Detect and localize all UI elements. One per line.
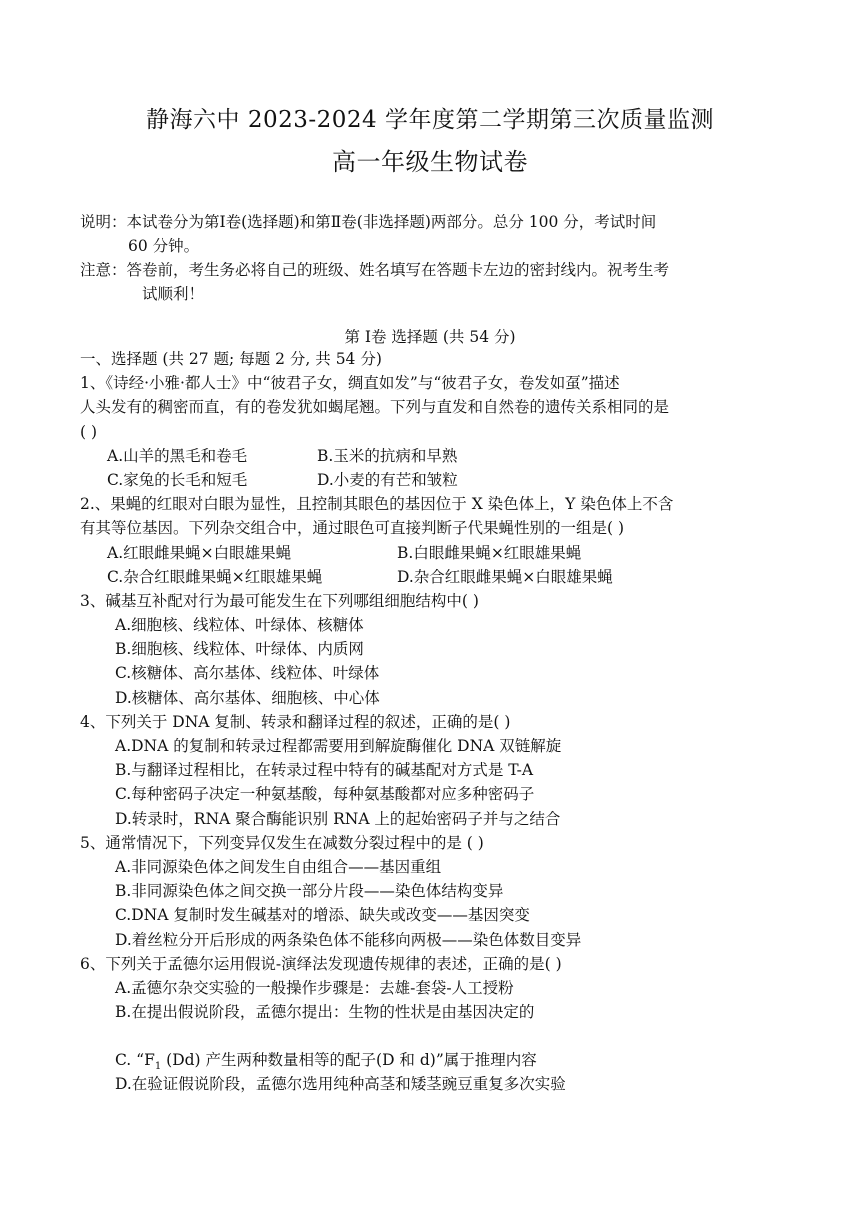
question-stem: 6、下列关于孟德尔运用假说-演绎法发现遗传规律的表述，正确的是( ): [80, 954, 562, 973]
instructions-text-line2: 60 分钟。: [128, 237, 200, 255]
question-1: [80, 371, 780, 492]
questions-body: [80, 347, 780, 1097]
option-row: [80, 444, 780, 468]
option-a: A.孟德尔杂交实验的一般操作步骤是：去雄-套袋-人工授粉: [115, 978, 514, 997]
instructions-note: [80, 210, 780, 258]
option-c-subscript: 1: [154, 1061, 162, 1073]
question-4: [80, 710, 780, 831]
option-row: [80, 541, 780, 565]
notice-label: 注意：: [80, 261, 127, 279]
option-row: [80, 468, 780, 492]
option-d: D.在验证假说阶段，孟德尔选用纯种高茎和矮茎豌豆重复多次实验: [115, 1075, 566, 1094]
part1-heading: 第 Ⅰ卷 选择题 (共 54 分): [344, 328, 516, 346]
option-c: C.杂合红眼雌果蝇×红眼雄果蝇: [107, 567, 323, 586]
option-d: D.小麦的有芒和皱粒: [317, 470, 458, 489]
option-c: C.核糖体、高尔基体、线粒体、叶绿体: [115, 664, 380, 683]
notice-text-line2: 试顺利！: [142, 285, 205, 303]
option-c: C.每种密码子决定一种氨基酸，每种氨基酸都对应多种密码子: [115, 785, 535, 804]
exam-title: 静海六中 2023-2024 学年度第二学期第三次质量监测: [146, 107, 714, 133]
spacer: [80, 1024, 780, 1048]
option-c: [80, 1048, 780, 1072]
question-stem: 4、下列关于 DNA 复制、转录和翻译过程的叙述，正确的是( ): [80, 712, 511, 731]
option-b: B.细胞核、线粒体、叶绿体、内质网: [115, 640, 364, 659]
option-d: D.着丝粒分开后形成的两条染色体不能移向两极——染色体数目变异: [115, 930, 582, 949]
option-c-rest: (Dd) 产生两种数量相等的配子(D 和 d)”属于推理内容: [161, 1051, 537, 1070]
question-6: [80, 952, 780, 1097]
option-c: C.DNA 复制时发生碱基对的增添、缺失或改变——基因突变: [115, 906, 530, 925]
option-b: B.与翻译过程相比，在转录过程中特有的碱基配对方式是 T-A: [115, 761, 534, 780]
question-5: [80, 831, 780, 952]
option-row: [80, 565, 780, 589]
notice-note: [80, 258, 780, 306]
section-heading: 一、选择题 (共 27 题; 每题 2 分, 共 54 分): [80, 350, 382, 368]
notice-text-line1: 答卷前，考生务必将自己的班级、姓名填写在答题卡左边的密封线内。祝考生考: [126, 261, 670, 279]
option-a: A.红眼雌果蝇×白眼雄果蝇: [107, 543, 292, 562]
option-a: A.非同源染色体之间发生自由组合——基因重组: [115, 857, 442, 876]
question-stem: 5、通常情况下，下列变异仅发生在减数分裂过程中的是 ( ): [80, 833, 484, 852]
option-a: A.细胞核、线粒体、叶绿体、核糖体: [115, 616, 364, 635]
option-b: B.玉米的抗病和早熟: [317, 446, 458, 465]
question-stem: 3、碱基互补配对行为最可能发生在下列哪组细胞结构中( ): [80, 591, 479, 610]
question-stem: 1、《诗经·小雅·都人士》中“彼君子女，绸直如发”与“彼君子女，卷发如虿”描述: [80, 374, 620, 393]
question-stem: 2.、果蝇的红眼对白眼为显性，且控制其眼色的基因位于 X 染色体上，Y 染色体上不含: [80, 495, 674, 514]
question-2: [80, 492, 780, 589]
option-d: D.杂合红眼雌果蝇×白眼雄果蝇: [397, 567, 613, 586]
question-stem: ( ): [80, 422, 98, 441]
question-3: [80, 589, 780, 710]
option-d: D.核糖体、高尔基体、细胞核、中心体: [115, 688, 380, 707]
instructions-text-line1: 本试卷分为第Ⅰ卷(选择题)和第Ⅱ卷(非选择题)两部分。总分 100 分，考试时间: [126, 213, 657, 231]
option-a: A.山羊的黑毛和卷毛: [107, 446, 248, 465]
option-b: B.在提出假说阶段，孟德尔提出：生物的性状是由基因决定的: [115, 1003, 535, 1022]
exam-subtitle: 高一年级生物试卷: [332, 148, 528, 176]
option-b: B.白眼雌果蝇×红眼雄果蝇: [397, 543, 582, 562]
instructions-label: 说明：: [80, 213, 127, 231]
question-stem: 人头发有的稠密而直，有的卷发犹如蝎尾翘。下列与直发和自然卷的遗传关系相同的是: [80, 398, 670, 417]
option-b: B.非同源染色体之间交换一部分片段——染色体结构变异: [115, 882, 504, 901]
option-d: D.转录时，RNA 聚合酶能识别 RNA 上的起始密码子并与之结合: [115, 809, 561, 828]
option-c: C.家兔的长毛和短毛: [107, 470, 248, 489]
option-c-prefix: C. “F: [115, 1051, 155, 1070]
question-stem: 有其等位基因。下列杂交组合中，通过眼色可直接判断子代果蝇性别的一组是( ): [80, 519, 625, 538]
option-a: A.DNA 的复制和转录过程都需要用到解旋酶催化 DNA 双链解旋: [115, 737, 562, 755]
